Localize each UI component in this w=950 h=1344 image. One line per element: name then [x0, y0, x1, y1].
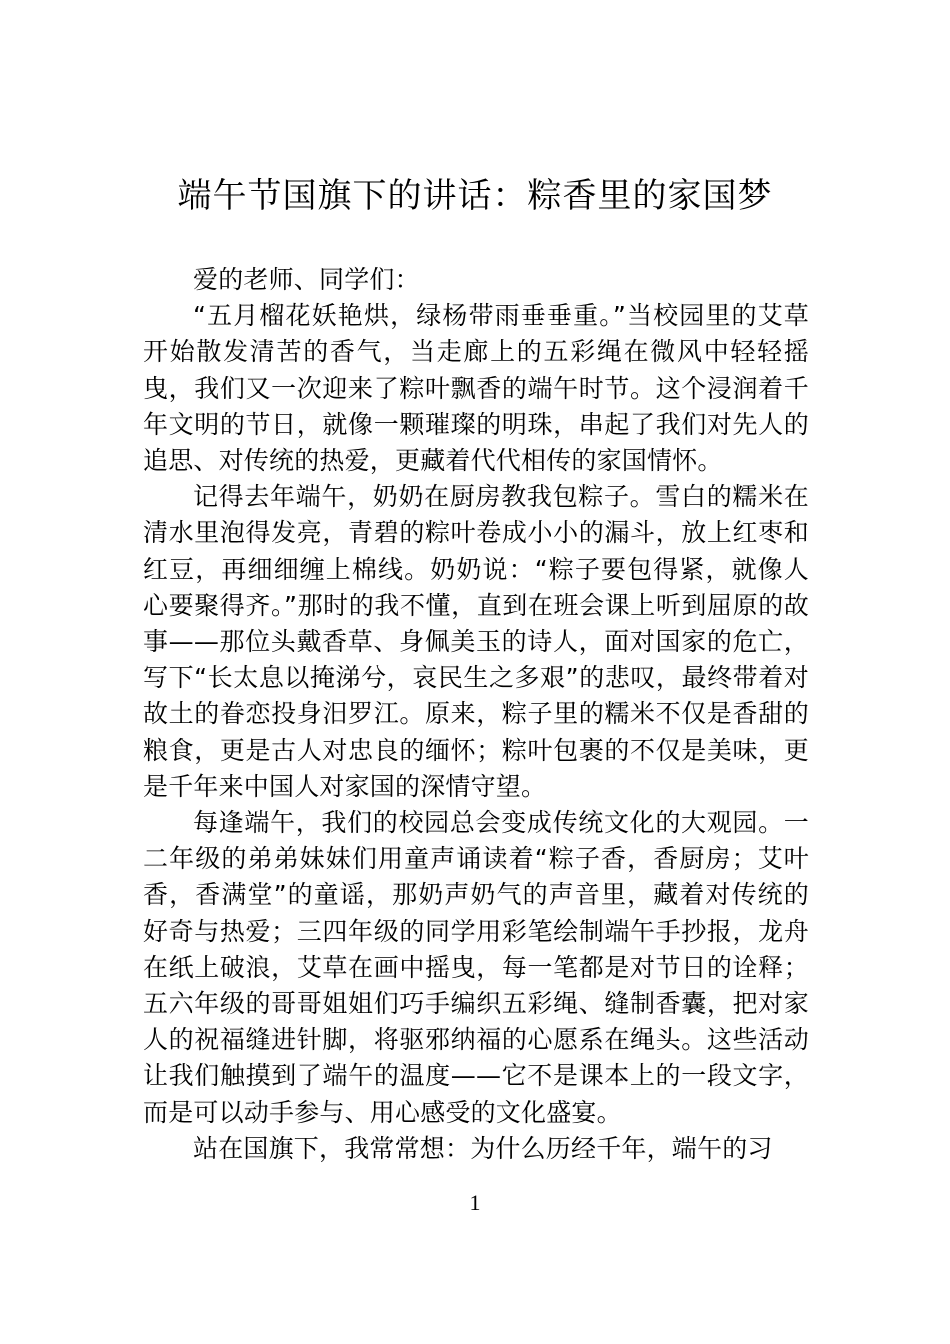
page-number: 1 [469, 1190, 481, 1215]
paragraph-4: 站在国旗下，我常常想：为什么历经千年，端午的习 [193, 1133, 773, 1163]
document-body [143, 262, 809, 1167]
paragraph-greeting: 爱的老师、同学们： [193, 265, 420, 294]
paragraph-1: “五月榴花妖艳烘，绿杨带雨垂垂重。”当校园里的艾草开始散发清苦的香气，当走廊上的五彩绳在微风中轻轻摇曳，我们又一次迎来了粽叶飘香的端午时节。这个浸润着千年文明的节日，就像一颗璀璨的明珠，串起了我们对先人的追思、对传统的热爱，更藏着代代相传的家国情怀。 [143, 301, 809, 476]
document-title: 端午节国旗下的讲话：粽香里的家国梦 [177, 176, 773, 216]
paragraph-3: 每逢端午，我们的校园总会变成传统文化的大观园。一二年级的弟弟妹妹们用童声诵读着“粽子香，香厨房；艾叶香，香满堂”的童谣，那奶声奶气的声音里，藏着对传统的好奇与热爱；三四年级的同学用彩笔绘制端午手抄报，龙舟在纸上破浪，艾草在画中摇曳，每一笔都是对节日的诠释；五六年级的哥哥姐姐们巧手编织五彩绳、缝制香囊，把对家人的祝福缝进针脚，将驱邪纳福的心愿系在绳头。这些活动让我们触摸到了端午的温度——它不是课本上的一段文字，而是可以动手参与、用心感受的文化盛宴。 [143, 808, 809, 1127]
paragraph-2: 记得去年端午，奶奶在厨房教我包粽子。雪白的糯米在清水里泡得发亮，青碧的粽叶卷成小小的漏斗，放上红枣和红豆，再细细缠上棉线。奶奶说：“粽子要包得紧，就像人心要聚得齐。”那时的我不懂，直到在班会课上听到屈原的故事——那位头戴香草、身佩美玉的诗人，面对国家的危亡，写下“长太息以掩涕兮，哀民生之多艰”的悲叹，最终带着对故土的眷恋投身汨罗江。原来，粽子里的糯米不仅是香甜的粮食，更是古人对忠良的缅怀；粽叶包裹的不仅是美味，更是千年来中国人对家国的深情守望。 [143, 482, 809, 801]
